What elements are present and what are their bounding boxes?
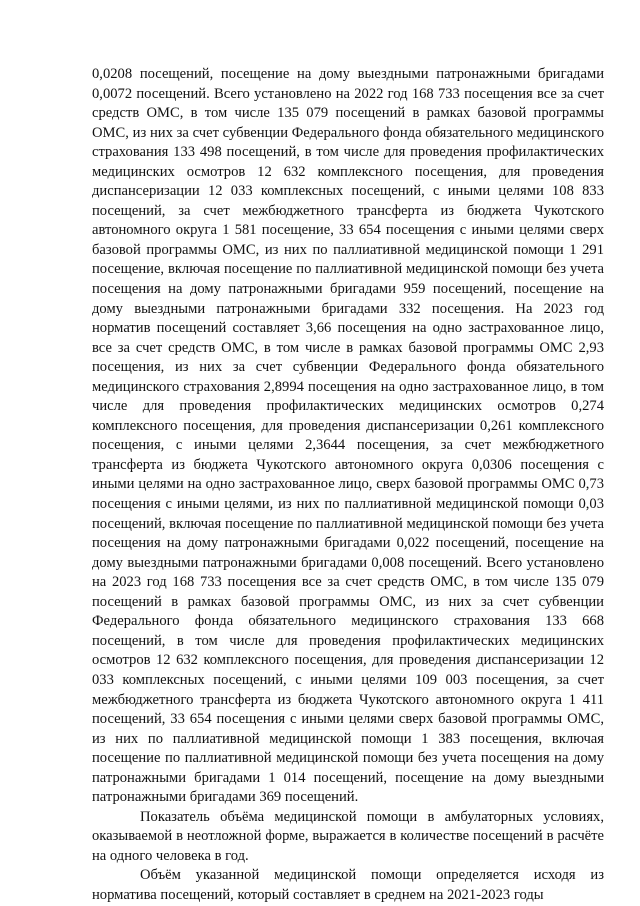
document-body: [92, 65, 604, 906]
paragraph-urgent-care-indicator: Показатель объёма медицинской помощи в амбулаторных условиях, оказываемой в неотложной форме, выражается в количестве посещений в расчёте на одного человека в год.: [92, 808, 604, 864]
paragraph-visits-2022-2023: 0,0208 посещений, посещение на дому выездными патронажными бригадами 0,0072 посещений. Всего установлено на 2022 год 168 733 посещения все за счет средств ОМС, в том числе 135 079 посещений в рамках базовой программы ОМС, из них за счет субвенции Федерального фонда обязательного медицинского страхования 133 498 посещений, в том числе для проведения профилактических медицинских осмотров 12 632 комплексного посещения, для проведения диспансеризации 12 033 комплексных посещений, с иными целями 108 833 посещений, за счет межбюджетного трансферта из бюджета Чукотского автономного округа 1 581 посещение, 33 654 посещения с иными целями сверх базовой программы ОМС, из них по паллиативной медицинской помощи 1 291 посещение, включая посещение по паллиативной медицинской помощи без учета посещения на дому патронажными бригадами 959 посещений, посещение на дому выездными патронажными бригадами 332 посещения. На 2023 год норматив посещений составляет 3,66 посещения на одно застрахованное лицо, все за счет средств ОМС, в том числе в рамках базовой программы ОМС 2,93 посещения, из них за счет субвенции Федерального фонда обязательного медицинского страхования 2,8994 посещения на одно застрахованное лицо, в том числе для проведения профилактических медицинских осмотров 0,274 комплексного посещения, для проведения диспансеризации 0,261 комплексного посещения, с иными целями 2,3644 посещения, за счет межбюджетного трансферта из бюджета Чукотского автономного округа 0,0306 посещения с иными целями на одно застрахованное лицо, сверх базовой программы ОМС 0,73 посещения с иными целями, из них по паллиативной медицинской помощи 0,03 посещений, включая посещение по паллиативной медицинской помощи без учета посещения на дому патронажными бригадами 0,022 посещений, посещение на дому выездными патронажными бригадами 0,008 посещений. Всего установлено на 2023 год 168 733 посещения все за счет средств ОМС, в том числе 135 079 посещений в рамках базовой программы ОМС, из них за счет субвенции Федерального фонда обязательного медицинского страхования 133 668 посещений, в том числе для проведения профилактических медицинских осмотров 12 632 комплексного посещения, для проведения диспансеризации 12 033 комплексных посещений, с иными целями 109 003 посещения, за счет межбюджетного трансферта из бюджета Чукотского автономного округа 1 411 посещений, 33 654 посещения с иными целями сверх базовой программы ОМС, из них по паллиативной медицинской помощи 1 383 посещения, включая посещение по паллиативной медицинской помощи без учета посещения на дому патронажными бригадами 1 014 посещений, посещение на дому выездными патронажными бригадами 369 посещений.: [92, 66, 604, 806]
paragraph-urgent-care-volume: Объём указанной медицинской помощи определяется исходя из норматива посещений, который составляет в среднем на 2021-2023 годы: [92, 867, 604, 903]
